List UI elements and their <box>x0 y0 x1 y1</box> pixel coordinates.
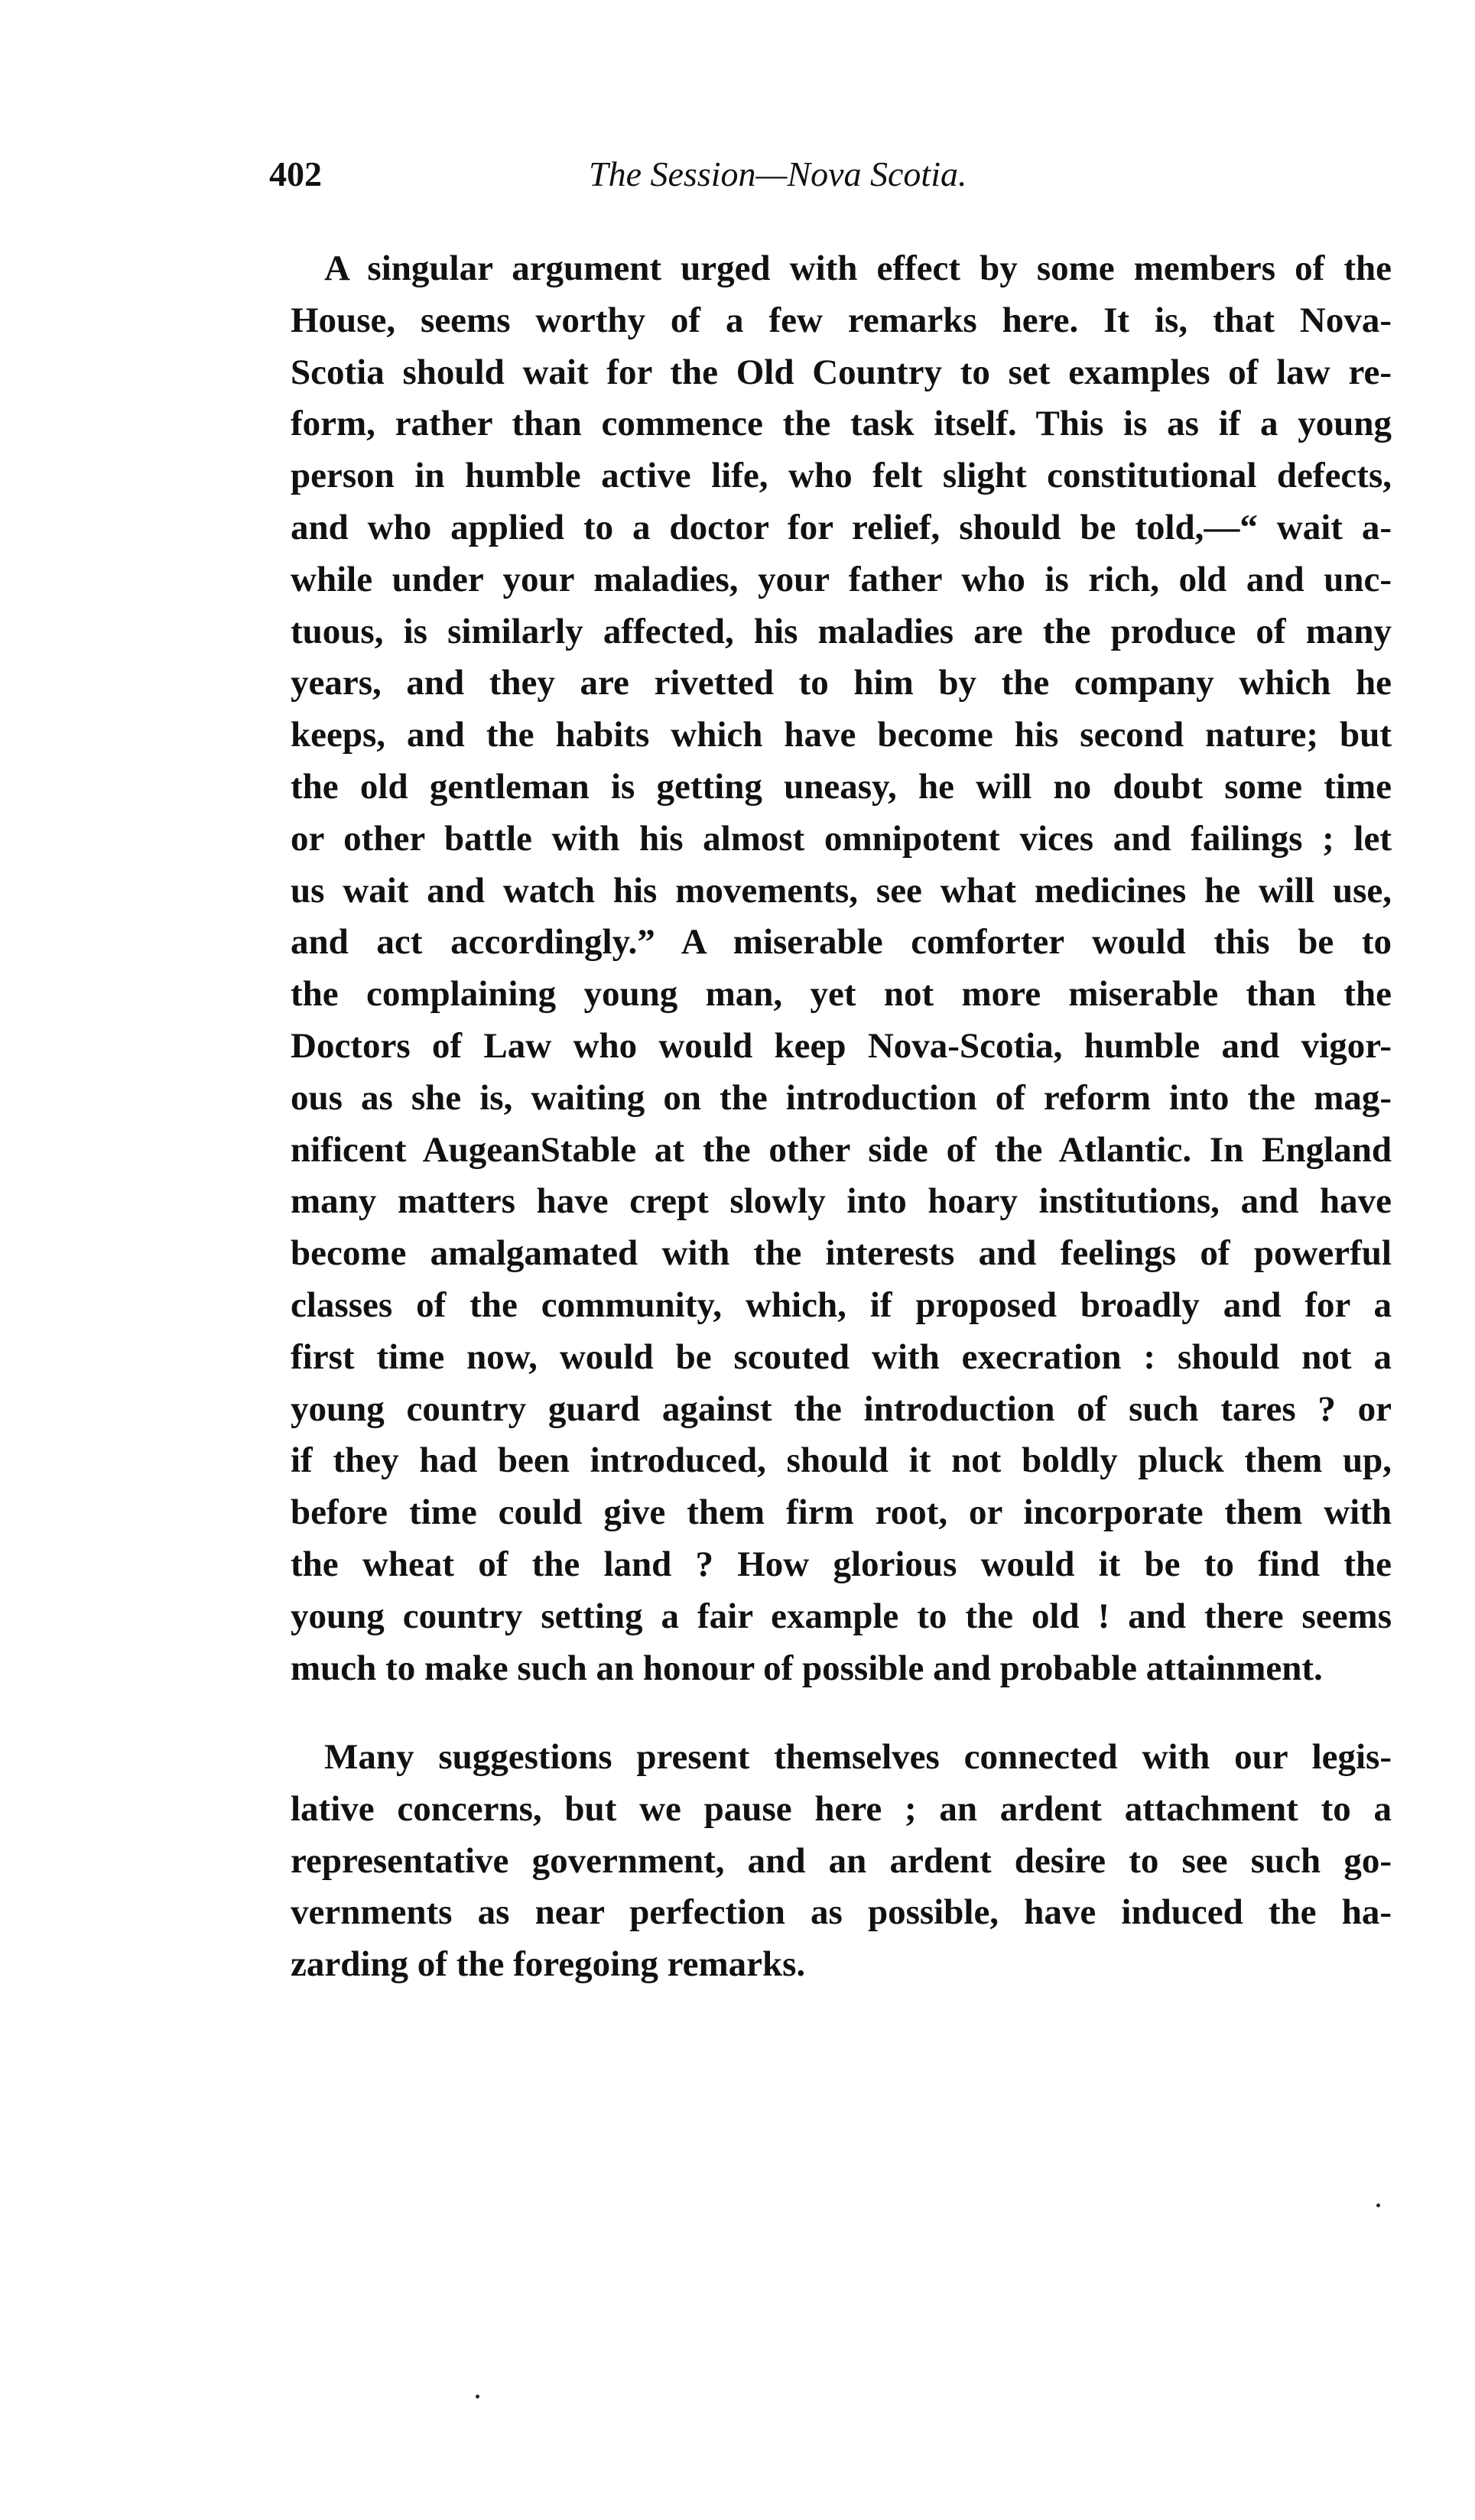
text-line: keeps, and the habits which have become his second nature; but <box>291 715 1392 755</box>
text-line: us wait and watch his movements, see what medicines he will use, <box>291 870 1392 911</box>
text-line: representative government, and an ardent desire to see such go- <box>291 1840 1392 1881</box>
text-line: Many suggestions present themselves connected with our legis- <box>324 1737 1392 1777</box>
text-line: many matters have crept slowly into hoary institutions, and have <box>291 1181 1392 1222</box>
text-line: lative concerns, but we pause here ; an ardent attachment to a <box>291 1788 1392 1829</box>
text-line: form, rather than commence the task itself. This is as if a young <box>291 404 1392 444</box>
text-line: while under your maladies, your father who is rich, old and unc- <box>291 559 1392 599</box>
text-line: become amalgamated with the interests and feelings of powerful <box>291 1233 1392 1274</box>
text-line: classes of the community, which, if proposed broadly and for a <box>291 1284 1392 1325</box>
text-line: vernments as near perfection as possible, have induced the ha- <box>291 1892 1392 1933</box>
text-line: young country guard against the introduction of such tares ? or <box>291 1388 1392 1429</box>
text-line: years, and they are rivetted to him by the company which he <box>291 663 1392 703</box>
text-line: nificent AugeanStable at the other side of the Atlantic. In England <box>291 1129 1392 1170</box>
running-head: The Session—Nova Scotia. <box>589 154 967 193</box>
page-number: 402 <box>269 154 322 193</box>
text-line: and who applied to a doctor for relief, should be told,—“ wait a- <box>291 507 1392 547</box>
text-line: if they had been introduced, should it not boldly pluck them up, <box>291 1440 1392 1481</box>
text-line: first time now, would be scouted with execration : should not a <box>291 1336 1392 1377</box>
text-line: House, seems worthy of a few remarks here. It is, that Nova- <box>291 300 1392 340</box>
text-line: A singular argument urged with effect by some members of the <box>324 248 1392 288</box>
text-line: before time could give them firm root, or incorporate them with <box>291 1492 1392 1533</box>
text-line: ous as she is, waiting on the introduction of reform into the mag- <box>291 1077 1392 1118</box>
text-line: Scotia should wait for the Old Country to set examples of law re- <box>291 352 1392 392</box>
text-line: the complaining young man, yet not more miserable than the <box>291 974 1392 1015</box>
text-line: much to make such an honour of possible and probable attainment. <box>291 1648 1323 1688</box>
scan-speck <box>1376 2203 1380 2207</box>
text-line: the wheat of the land ? How glorious would it be to find the <box>291 1544 1392 1584</box>
text-line: tuous, is similarly affected, his maladies are the produce of many <box>291 611 1392 651</box>
text-line: person in humble active life, who felt slight constitutional defects, <box>291 456 1392 496</box>
text-line: and act accordingly.” A miserable comforter would this be to <box>291 922 1392 963</box>
paragraph-1 <box>291 243 1392 1694</box>
text-line: or other battle with his almost omnipotent vices and failings ; let <box>291 818 1392 859</box>
paragraph-2 <box>291 1732 1392 1991</box>
scan-speck <box>476 2395 479 2398</box>
text-line: zarding of the foregoing remarks. <box>291 1944 806 1985</box>
text-line: young country setting a fair example to the old ! and there seems <box>291 1596 1392 1636</box>
text-line: Doctors of Law who would keep Nova-Scotia, humble and vigor- <box>291 1025 1392 1066</box>
text-line: the old gentleman is getting uneasy, he will no doubt some time <box>291 766 1392 807</box>
